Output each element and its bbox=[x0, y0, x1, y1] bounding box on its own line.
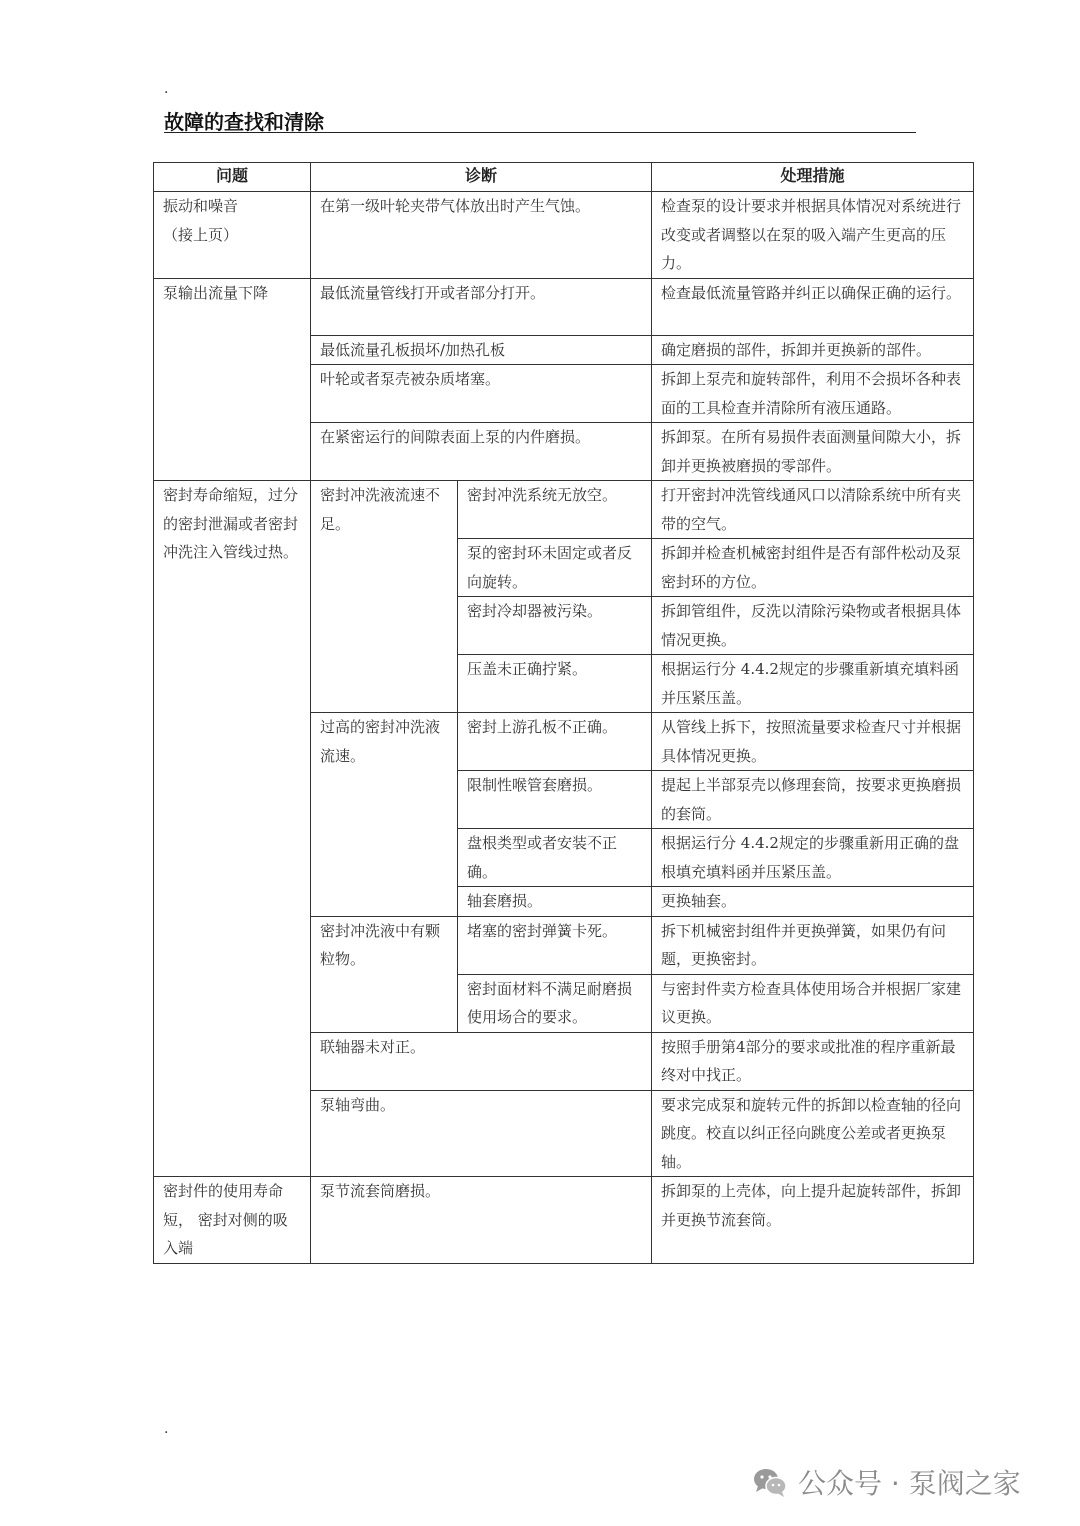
diagnosis-cell: 在第一级叶轮夹带气体放出时产生气蚀。 bbox=[311, 192, 652, 279]
watermark-text: 公众号 · 泵阀之家 bbox=[798, 1467, 1021, 1500]
page-title: 故障的查找和清除 bbox=[164, 110, 324, 134]
table-header-row bbox=[154, 163, 974, 192]
cause-cell: 密封上游孔板不正确。 bbox=[458, 713, 652, 771]
action-cell: 更换轴套。 bbox=[652, 887, 974, 917]
action-cell: 确定磨损的部件，拆卸并更换新的部件。 bbox=[652, 335, 974, 365]
diagnosis-cell: 叶轮或者泵壳被杂质堵塞。 bbox=[311, 365, 652, 423]
header-problem: 问题 bbox=[154, 163, 311, 192]
cause-cell: 盘根类型或者安装不正确。 bbox=[458, 829, 652, 887]
action-cell: 从管线上拆下，按照流量要求检查尺寸并根据具体情况更换。 bbox=[652, 713, 974, 771]
table-row bbox=[154, 278, 974, 335]
action-cell: 根据运行分 4.4.2规定的步骤重新用正确的盘根填充填料函并压紧压盖。 bbox=[652, 829, 974, 887]
top-mark: . bbox=[164, 81, 169, 97]
problem-cell: 泵输出流量下降 bbox=[154, 278, 311, 481]
action-cell: 拆下机械密封组件并更换弹簧，如果仍有问题，更换密封。 bbox=[652, 916, 974, 974]
action-cell: 拆卸泵。在所有易损件表面测量间隙大小，拆卸并更换被磨损的零部件。 bbox=[652, 423, 974, 481]
wechat-icon bbox=[752, 1466, 788, 1498]
diagnosis-cell: 联轴器未对正。 bbox=[311, 1032, 652, 1090]
diagnosis-cell: 最低流量孔板损坏/加热孔板 bbox=[311, 335, 652, 365]
problem-cell: 密封寿命缩短，过分的密封泄漏或者密封冲洗注入管线过热。 bbox=[154, 481, 311, 1177]
cause-cell: 压盖未正确拧紧。 bbox=[458, 655, 652, 713]
diagnosis-cell: 最低流量管线打开或者部分打开。 bbox=[311, 278, 652, 335]
action-cell: 按照手册第4部分的要求或批准的程序重新最终对中找正。 bbox=[652, 1032, 974, 1090]
action-cell: 根据运行分 4.4.2规定的步骤重新填充填料函并压紧压盖。 bbox=[652, 655, 974, 713]
title-underline bbox=[164, 132, 916, 133]
diagnosis-cell: 泵节流套筒磨损。 bbox=[311, 1177, 652, 1264]
cause-cell: 密封面材料不满足耐磨损使用场合的要求。 bbox=[458, 974, 652, 1032]
action-cell: 拆卸管组件，反洗以清除污染物或者根据具体情况更换。 bbox=[652, 597, 974, 655]
table-row bbox=[154, 192, 974, 279]
action-cell: 拆卸泵的上壳体，向上提升起旋转部件，拆卸并更换节流套筒。 bbox=[652, 1177, 974, 1264]
action-cell: 检查最低流量管路并纠正以确保正确的运行。 bbox=[652, 278, 974, 335]
table-row bbox=[154, 1177, 974, 1264]
cause-cell: 泵的密封环未固定或者反向旋转。 bbox=[458, 539, 652, 597]
troubleshooting-table bbox=[153, 162, 974, 1264]
diagnosis-cell: 泵轴弯曲。 bbox=[311, 1090, 652, 1177]
action-cell: 与密封件卖方检查具体使用场合并根据厂家建议更换。 bbox=[652, 974, 974, 1032]
table-row bbox=[154, 481, 974, 539]
action-cell: 要求完成泵和旋转元件的拆卸以检查轴的径向跳度。校直以纠正径向跳度公差或者更换泵轴。 bbox=[652, 1090, 974, 1177]
watermark bbox=[752, 1460, 1021, 1504]
cause-cell: 密封冲洗系统无放空。 bbox=[458, 481, 652, 539]
diagnosis-cell: 密封冲洗液中有颗粒物。 bbox=[311, 916, 458, 1032]
diagnosis-cell: 过高的密封冲洗液流速。 bbox=[311, 713, 458, 917]
diagnosis-cell: 在紧密运行的间隙表面上泵的内件磨损。 bbox=[311, 423, 652, 481]
problem-cell: 振动和噪音 （接上页） bbox=[154, 192, 311, 279]
header-diagnosis: 诊断 bbox=[311, 163, 652, 192]
bottom-mark: . bbox=[164, 1421, 169, 1437]
cause-cell: 密封冷却器被污染。 bbox=[458, 597, 652, 655]
action-cell: 拆卸上泵壳和旋转部件，利用不会损坏各种表面的工具检查并清除所有液压通路。 bbox=[652, 365, 974, 423]
action-cell: 打开密封冲洗管线通风口以清除系统中所有夹带的空气。 bbox=[652, 481, 974, 539]
action-cell: 拆卸并检查机械密封组件是否有部件松动及泵密封环的方位。 bbox=[652, 539, 974, 597]
header-action: 处理措施 bbox=[652, 163, 974, 192]
diagnosis-cell: 密封冲洗液流速不足。 bbox=[311, 481, 458, 713]
cause-cell: 堵塞的密封弹簧卡死。 bbox=[458, 916, 652, 974]
action-cell: 提起上半部泵壳以修理套筒，按要求更换磨损的套筒。 bbox=[652, 771, 974, 829]
problem-cell: 密封件的使用寿命短， 密封对侧的吸入端 bbox=[154, 1177, 311, 1264]
cause-cell: 轴套磨损。 bbox=[458, 887, 652, 917]
cause-cell: 限制性喉管套磨损。 bbox=[458, 771, 652, 829]
action-cell: 检查泵的设计要求并根据具体情况对系统进行改变或者调整以在泵的吸入端产生更高的压力。 bbox=[652, 192, 974, 279]
